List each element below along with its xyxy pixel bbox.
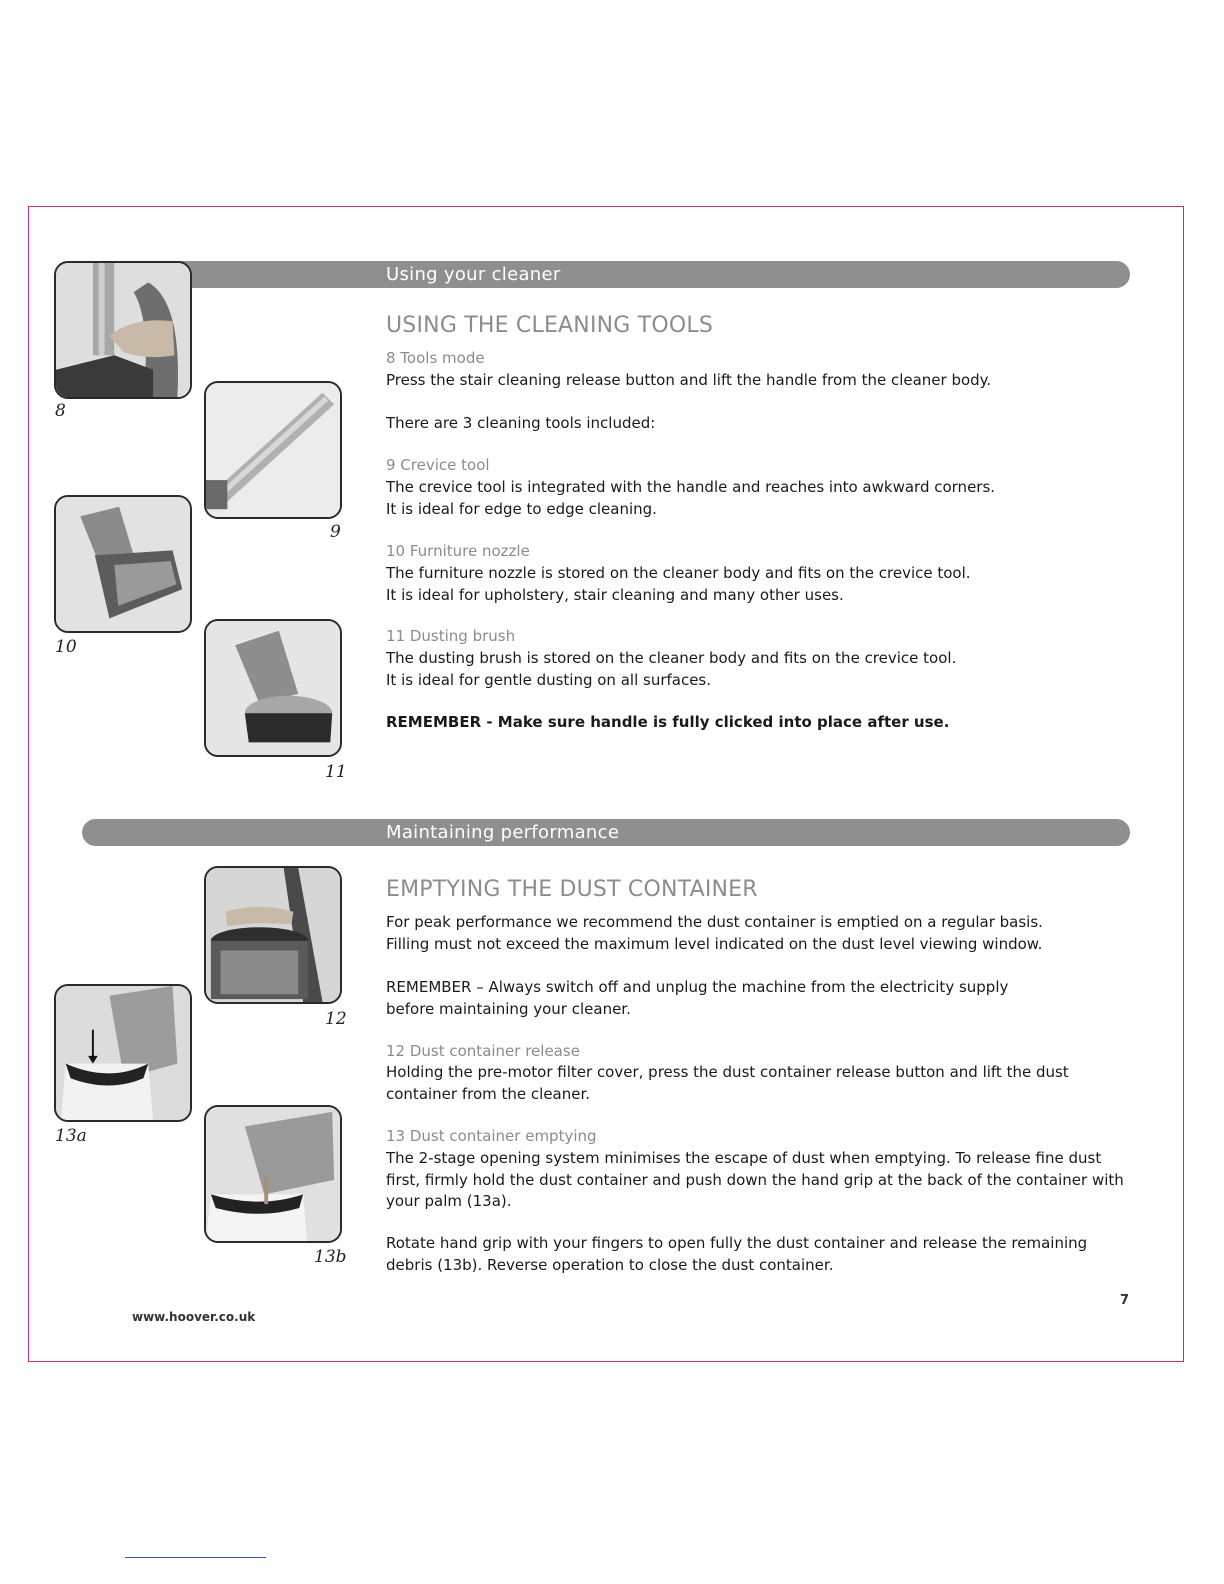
paragraph-rotate-hand-grip: Rotate hand grip with your fingers to open fully the dust container and release the remaining debris (13b). Reverse operation to close the dust container. [386,1234,1088,1274]
photo-emptying-13a [54,984,192,1122]
photo-dust-container-release [204,866,342,1004]
subheading-dust-container-emptying: 13 Dust container emptying [386,1127,597,1145]
subheading-dust-container-release: 12 Dust container release [386,1042,580,1060]
figure-label-8: 8 [55,401,66,421]
subheading-crevice-tool: 9 Crevice tool [386,456,490,474]
photo-furniture-nozzle [54,495,192,633]
figure-label-13b: 13b [314,1247,347,1267]
line: before maintaining your cleaner. [386,999,631,1018]
paragraph-tools-included [386,413,1131,435]
figure-label-12: 12 [325,1009,347,1029]
photo-dusting-brush [204,619,342,757]
figure-label-13a: 13a [55,1126,87,1146]
line: The furniture nozzle is stored on the cleaner body and fits on the crevice tool. [386,564,971,582]
line: The crevice tool is integrated with the handle and reaches into awkward corners. [386,478,996,496]
paragraph-peak-performance [386,912,1131,955]
page-number: 7 [1120,1293,1130,1308]
band-title: Maintaining performance [386,822,620,843]
photo-emptying-13b [204,1105,342,1243]
heading-using-tools: USING THE CLEANING TOOLS [386,313,714,338]
footer-url[interactable]: www.hoover.co.uk [132,1310,256,1324]
line: The dusting brush is stored on the cleaner body and fits on the crevice tool. [386,649,957,667]
remember-note-handle: REMEMBER - Make sure handle is fully clicked into place after use. [386,713,950,731]
figure-label-10: 10 [55,637,77,657]
line: It is ideal for gentle dusting on all surfaces. [386,670,712,689]
line: It is ideal for upholstery, stair cleaning and many other uses. [386,585,844,604]
paragraph-furniture-nozzle [386,563,1131,606]
subheading-tools-mode: 8 Tools mode [386,349,485,367]
photo-crevice-tool [204,381,342,519]
figure-label-11: 11 [325,762,347,782]
photo-tools-mode [54,261,192,399]
subheading-dusting-brush: 11 Dusting brush [386,627,516,645]
paragraph-dusting-brush [386,648,1131,691]
line: There are 3 cleaning tools included: [386,414,656,432]
heading-emptying-dust-container: EMPTYING THE DUST CONTAINER [386,877,758,902]
line: It is ideal for edge to edge cleaning. [386,499,657,518]
figure-label-9: 9 [330,522,341,542]
paragraph-tools-mode [386,370,1131,392]
subheading-furniture-nozzle: 10 Furniture nozzle [386,542,530,560]
remember-note-unplug [386,977,1131,1020]
line: Press the stair cleaning release button and lift the handle from the cleaner body. [386,371,992,389]
paragraph-crevice-tool [386,477,1131,520]
line: For peak performance we recommend the dust container is emptied on a regular basis. [386,913,1043,931]
line: Filling must not exceed the maximum level indicated on the dust level viewing window. [386,934,1043,953]
band-title: Using your cleaner [386,264,561,285]
line: REMEMBER – Always switch off and unplug the machine from the electricity supply [386,978,1009,996]
decorative-line [125,1557,266,1558]
paragraph-dust-container-emptying: The 2-stage opening system minimises the escape of dust when emptying. To release fine dust first, firmly hold the dust container and push down the hand grip at the back of the container with your palm (13a). [386,1149,1124,1210]
section-band-maintaining [82,819,1130,846]
paragraph-dust-container-release: Holding the pre-motor filter cover, press the dust container release button and lift the dust container from the cleaner. [386,1063,1069,1103]
section-band-using [140,261,1130,288]
